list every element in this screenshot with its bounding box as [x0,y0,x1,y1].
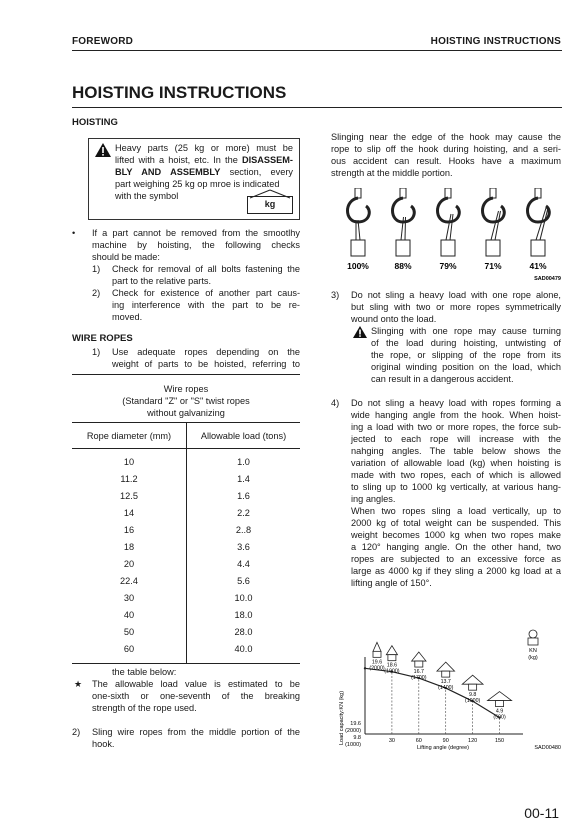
check2-text: Check for existence of another part caus- ing interference with the part to be re- moved. [112,288,300,322]
crane-load-icon [462,675,483,690]
after-table-text: the table below: [112,667,177,677]
header-rule [72,50,562,51]
table-row: 60 40.0 [72,640,300,664]
hook-fig-code: SAD00479 [534,276,561,282]
chart-data-label: (1900) [384,668,400,675]
kg-symbol: kg [247,196,293,214]
chart-x-tick: 90 [442,738,449,744]
load-capacity-chart [335,622,563,754]
hook-diagram [348,188,370,256]
table-row: 40 18.0 [72,606,300,623]
page-number: 00-11 [524,805,559,821]
chart-data-label: 16.7 [413,669,424,676]
item4-num: 4) [331,398,340,408]
chart-data-label: (1000) [464,698,481,705]
check2-num: 2) [92,288,101,298]
header-left: FOREWORD [72,36,134,47]
crane-load-icon [386,646,397,661]
table-row: 14 2.2 [72,504,300,521]
chart-y-label: Load capacity:KN (kg) [339,690,345,746]
table-row: 18 3.6 [72,538,300,555]
chart-left-tick: 9.8 [353,735,361,741]
hook-diagram [483,188,505,256]
hook-percentage-label: 79% [439,261,457,271]
reference-load-icon [528,630,538,645]
table-header-load: Allowable load (tons) [200,430,287,441]
item3-num: 3) [331,290,340,300]
table-row: 16 2..8 [72,521,300,538]
chart-data-label: (1700) [411,675,427,682]
table-row: 10 1.0 [72,449,300,471]
hook-percentage-label: 41% [529,261,547,271]
star-mark: ★ [74,679,83,689]
table-top-rule [72,374,300,375]
star-note: The allowable load value is estimated to be one-sixth or one-seventh of the breaking strength of the rope used. [92,679,300,713]
item2-text: Sling wire ropes from the middle portion of the hook. [92,727,300,749]
chart-data-label: 4.9 [495,708,504,715]
page-title: HOISTING INSTRUCTIONS [72,83,287,102]
crane-load-icon [437,662,455,677]
chart-data-label: (2000) [369,665,385,672]
chart-left-tick: (1000) [345,742,361,748]
chart-x-tick: 30 [388,738,395,744]
hook-percentage-label: 100% [347,261,369,271]
chart-unit-kn: KN [529,648,537,654]
chart-left-tick: 19.6 [350,721,361,727]
chart-x-tick: 150 [494,738,505,744]
hook-diagram [393,188,415,256]
hook-percentage-label: 71% [484,261,502,271]
item2-num: 2) [72,727,81,737]
chart-data-label: 18.6 [386,662,398,669]
chart-left-tick: (2000) [345,728,361,734]
item3-text: Do not sling a heavy load with one rope alone, but sling with two or more ropes symmetrically wound onto the load. [351,290,561,324]
chart-data-label: (1400) [438,685,454,692]
warning-text: Heavy parts (25 kg or more) must be lifted with a hoist, etc. In the DISASSEM- BLY AND ASSEMBLY section, every part weighing 25 kg op mroe is indicated with the symbol [115,143,293,201]
chart-code: SAD00480 [534,745,561,751]
table-row: 30 10.0 [72,589,300,606]
header-right: HOISTING INSTRUCTIONS [430,36,561,47]
item3-warning-text: Slinging with one rope may cause turning of the load during hoisting, untwisting of the rope, or slipping of the rope from its original winding position on the load, which can result in a dangerous accident. [371,326,561,384]
table-row: 22.4 5.6 [72,572,300,589]
wire1-num: 1) [92,347,101,357]
warning-icon [94,142,112,158]
chart-x-tick: 120 [468,738,478,744]
chart-data-label: 13.7 [440,679,451,686]
hook-intro-text: Slinging near the edge of the hook may cause the rope to slip off the hook during hoisting, and a seri- ous accident can result. Hooks have a maximum strength at the middle portion. [331,132,561,178]
hook-diagram [438,188,460,256]
bullet-mark: • [72,228,76,238]
crane-load-icon [488,692,512,707]
check1-num: 1) [92,264,101,274]
hook-strength-figure [335,188,563,282]
wire-ropes-heading: WIRE ROPES [72,333,133,344]
table-row: 50 28.0 [72,623,300,640]
chart-data-label: 9.8 [468,692,477,699]
title-rule [72,107,562,108]
table-row: 20 4.4 [72,555,300,572]
check1-text: Check for removal of all bolts fastening the part to the relative parts. [112,264,300,286]
warning-icon [352,325,368,339]
wire1-text: Use adequate ropes depending on the weight of parts to be hoisted, referring to [112,347,300,369]
hook-percentage-label: 88% [394,261,412,271]
hoisting-heading: HOISTING [72,117,118,128]
chart-data-label: (500) [493,714,506,721]
wire-rope-table [72,422,300,664]
chart-point [364,667,366,669]
table-caption: Wire ropes (Standard "Z" or "S" twist ropes without galvanizing [122,384,250,418]
table-row: 11.2 1.4 [72,470,300,487]
chart-unit-kg: (kg) [528,655,538,661]
crane-load-icon [412,652,426,667]
chart-x-label: Lifting angle (degree) [417,745,469,751]
chart-x-tick: 60 [415,738,422,744]
load-curve [365,668,500,717]
item4-text: Do not sling a heavy load with ropes forming a wide hanging angle from the hook. When hoist- ing a load with two or more ropes, the force sub- jected to each rope will increase with the nahging angles. The table below shows the variation of allowable load (kg) when hoisting is made with two ropes, each of which is allowed to sling up to 1000 kg vertically, at various hang- ing angles. When two ropes sling a load vertically, up to 2000 kg of total weight can be suspended. This weight becomes 1000 kg when two ropes make a 120° hanging angle. On the other hand, two ropes are subjected to an excessive force as large as 4000 kg if they sling a 2000 kg load at a lifting angle of 150°. [351,398,561,588]
warning-box [88,138,300,220]
table-row: 12.5 1.6 [72,487,300,504]
bullet-text: If a part cannot be removed from the smootlhy machine by hoisting, the following checks should be made: [92,228,300,262]
chart-data-label: 19.6 [371,659,383,666]
hoist-hook-icon [248,189,292,199]
hook-diagram [528,188,550,256]
crane-load-icon [373,642,381,657]
table-header-diameter: Rope diameter (mm) [72,423,187,449]
